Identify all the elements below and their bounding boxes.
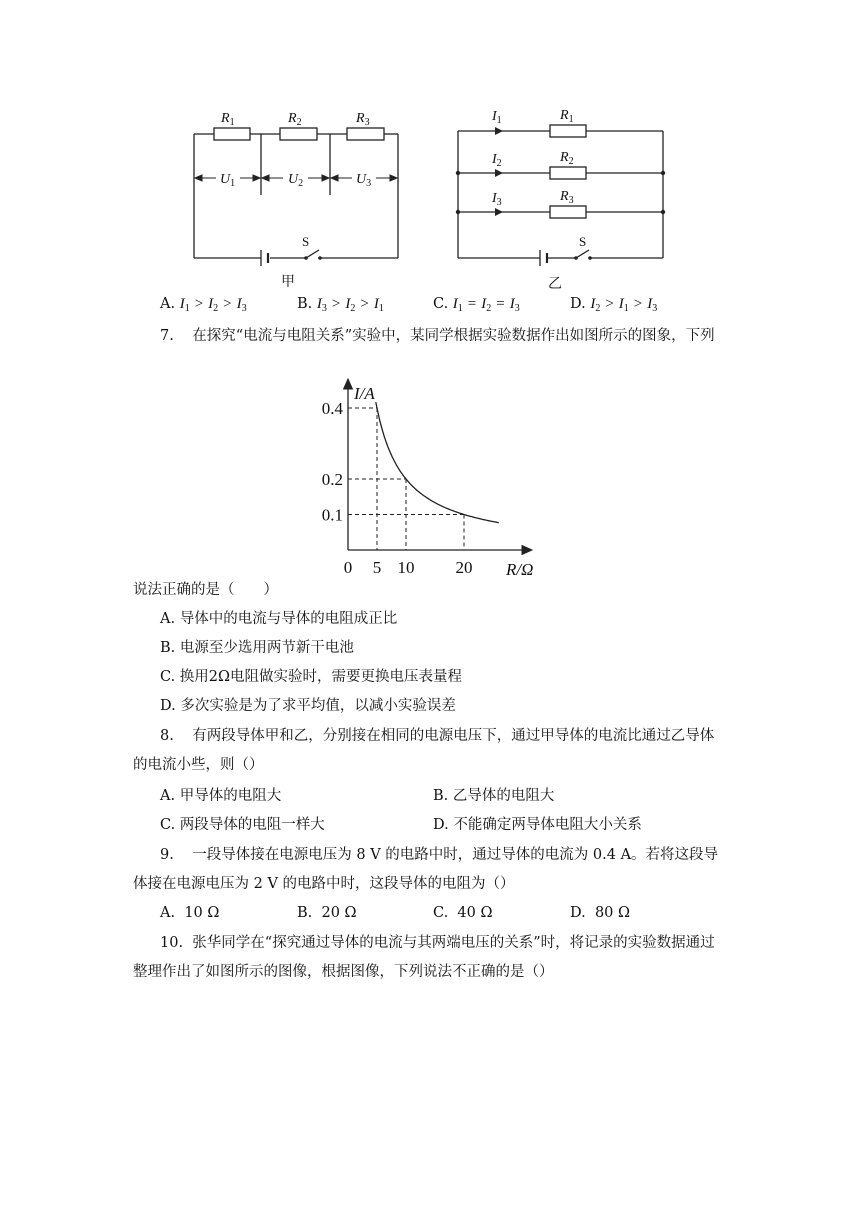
question-number: 7. [160, 328, 174, 344]
q9-stem-line2: 体接在电源电压为 2 V 的电路中时，这段导体的电阻为（） [133, 876, 515, 892]
circuit-diagram-jia [180, 100, 415, 290]
q9-option-b[interactable]: B. 20 Ω [297, 905, 357, 921]
q9-option-c[interactable]: C. 40 Ω [433, 905, 493, 921]
q9-option-d[interactable]: D. 80 Ω [570, 905, 631, 921]
x-axis-label: R/Ω [506, 560, 534, 579]
q6-option-d[interactable]: D. $I_2 > I_1 > I_3$ [570, 296, 658, 314]
y-tick-label: 0.2 [321, 470, 343, 489]
figure-caption: 甲 [281, 275, 295, 290]
q9-stem-line1: 9. 一段导体接在电源电压为 8 V 的电路中时，通过导体的电流为 0.4 A。若将这段导 [160, 847, 719, 863]
resistor-label: $R_2$ [560, 150, 574, 167]
circuit-diagram-yi [445, 100, 680, 295]
x-tick-label: 10 [397, 558, 415, 577]
q7-stem-line1: 7. 在探究“电流与电阻关系”实验中，某同学根据实验数据作出如图所示的图象，下列 [160, 328, 715, 344]
q10-stem-line1: 10. 张华同学在“探究通过导体的电流与其两端电压的关系”时，将记录的实验数据通过 [160, 935, 715, 951]
voltage-label: $U_2$ [288, 172, 304, 189]
q8-stem-line2: 的电流小些，则（） [133, 757, 264, 773]
q7-option-b[interactable]: B. 电源至少选用两节新干电池 [160, 640, 354, 656]
q6-options [0, 296, 860, 318]
q8-option-d[interactable]: D. 不能确定两导体电阻大小关系 [433, 817, 642, 833]
voltage-label: $U_1$ [220, 172, 236, 189]
x-tick-label: 20 [455, 558, 473, 577]
q8-option-c[interactable]: C. 两段导体的电阻一样大 [160, 817, 325, 833]
resistor-label: $R_3$ [356, 111, 370, 128]
q8-option-a[interactable]: A. 甲导体的电阻大 [160, 788, 282, 804]
q7-option-a[interactable]: A. 导体中的电流与导体的电阻成正比 [160, 611, 398, 627]
q7-option-d[interactable]: D. 多次实验是为了求平均值，以减小实验误差 [160, 698, 456, 714]
x-tick-label: 5 [372, 558, 382, 577]
x-tick-label: 0 [343, 558, 353, 577]
q10-stem-line2: 整理作出了如图所示的图像，根据图像，下列说法不正确的是（） [133, 964, 554, 980]
figure-caption: 乙 [548, 277, 562, 292]
voltage-label: $U_3$ [356, 172, 372, 189]
q7-option-c[interactable]: C. 换用2Ω电阻做实验时，需要更换电压表量程 [160, 669, 463, 685]
y-tick-label: 0.1 [321, 505, 343, 525]
switch-label: S [579, 234, 587, 249]
y-axis-label: I/A [354, 384, 375, 403]
current-resistance-graph [310, 375, 550, 585]
y-tick-label: 0.4 [321, 399, 343, 418]
q6-option-c[interactable]: C. $I_1 = I_2 = I_3$ [433, 296, 520, 314]
switch-label: S [302, 234, 310, 249]
q8-option-b[interactable]: B. 乙导体的电阻大 [433, 788, 555, 804]
q9-option-a[interactable]: A. 10 Ω [160, 905, 220, 921]
current-label: $I_2$ [492, 152, 502, 169]
q8-stem-line1: 8. 有两段导体甲和乙，分别接在相同的电源电压下，通过甲导体的电流比通过乙导体 [160, 728, 715, 744]
resistor-label: $R_3$ [560, 189, 574, 206]
question-number: 10. [160, 935, 184, 951]
q7-stem-line2: 说法正确的是（ ） [133, 582, 278, 598]
q6-option-b[interactable]: B. $I_3 > I_2 > I_1$ [297, 296, 384, 314]
current-label: $I_1$ [492, 109, 502, 126]
question-number: 9. [160, 847, 174, 863]
question-number: 8. [160, 728, 174, 744]
curve [376, 402, 499, 523]
q6-option-a[interactable]: A. $I_1 > I_2 > I_3$ [160, 296, 247, 314]
current-label: $I_3$ [492, 191, 502, 208]
resistor-label: $R_2$ [288, 111, 302, 128]
resistor-label: $R_1$ [221, 111, 235, 128]
resistor-label: $R_1$ [560, 108, 574, 125]
